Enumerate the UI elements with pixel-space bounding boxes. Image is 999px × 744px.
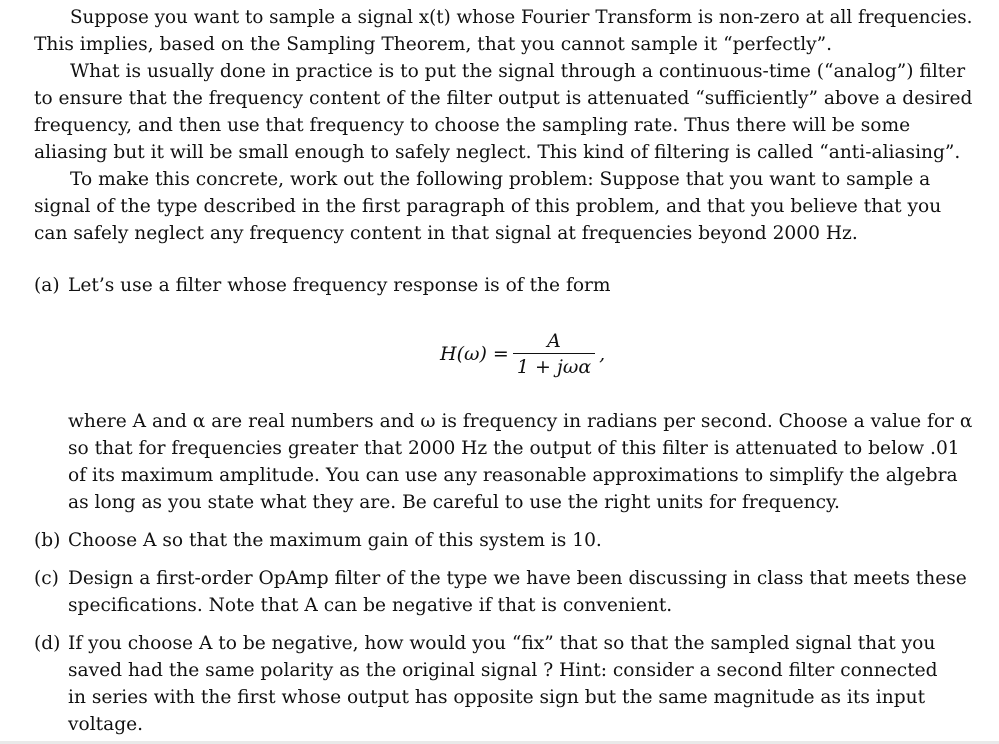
intro-p3-line-3: can safely neglect any frequency content in that signal at frequencies beyond 2000 Hz. — [34, 223, 858, 244]
intro-p1-line-1: Suppose you want to sample a signal x(t) whose Fourier Transform is non-zero at all frequencies. — [70, 7, 973, 28]
equation-denominator: 1 + jωα — [516, 355, 592, 378]
equation-fraction — [513, 329, 595, 380]
equation-trail: , — [599, 343, 606, 365]
part-c-line-1: Design a first-order OpAmp filter of the type we have been discussing in class that meets these — [68, 568, 967, 589]
equation-numerator: A — [547, 329, 561, 352]
part-a-body-line-3: of its maximum amplitude. You can use any reasonable approximations to simplify the algebra — [68, 465, 958, 486]
part-a-body-line-2: so that for frequencies greater that 2000 Hz the output of this filter is attenuated to below .01 — [68, 438, 960, 459]
intro-p1-line-2: This implies, based on the Sampling Theorem, that you cannot sample it “perfectly”. — [34, 34, 833, 55]
intro-p3-line-2: signal of the type described in the first paragraph of this problem, and that you believe that you — [34, 196, 942, 217]
transfer-function-equation — [440, 326, 605, 382]
part-a-label: (a) — [34, 275, 60, 296]
intro-p2-line-2: to ensure that the frequency content of the filter output is attenuated “sufficiently” above a desired — [34, 88, 973, 109]
part-c-label: (c) — [34, 568, 59, 589]
part-d-line-2: saved had the same polarity as the original signal ? Hint: consider a second filter connected — [68, 660, 938, 681]
intro-p3-line-1: To make this concrete, work out the following problem: Suppose that you want to sample a — [70, 169, 931, 190]
part-a-body-line-1: where A and α are real numbers and ω is frequency in radians per second. Choose a value for α — [68, 411, 973, 432]
intro-p2-line-3: frequency, and then use that frequency to choose the sampling rate. Thus there will be some — [34, 115, 911, 136]
equation-lhs: H(ω) = — [440, 343, 509, 365]
part-d-line-3: in series with the first whose output has opposite sign but the same magnitude as its input — [68, 687, 926, 708]
part-b-label: (b) — [34, 530, 61, 551]
part-d-label: (d) — [34, 633, 61, 654]
part-d-line-4: voltage. — [68, 714, 144, 735]
intro-p2-line-4: aliasing but it will be small enough to safely neglect. This kind of filtering is called “anti-aliasing”. — [34, 142, 961, 163]
part-c-line-2: specifications. Note that A can be negative if that is convenient. — [68, 595, 673, 616]
part-a-lead: Let’s use a filter whose frequency response is of the form — [68, 275, 611, 296]
part-d-line-1: If you choose A to be negative, how would you “fix” that so that the sampled signal that you — [68, 633, 936, 654]
intro-p2-line-1: What is usually done in practice is to put the signal through a continuous-time (“analog”) filter — [70, 61, 966, 82]
part-a-body-line-4: as long as you state what they are. Be careful to use the right units for frequency. — [68, 492, 840, 513]
part-b-line-1: Choose A so that the maximum gain of this system is 10. — [68, 530, 602, 551]
